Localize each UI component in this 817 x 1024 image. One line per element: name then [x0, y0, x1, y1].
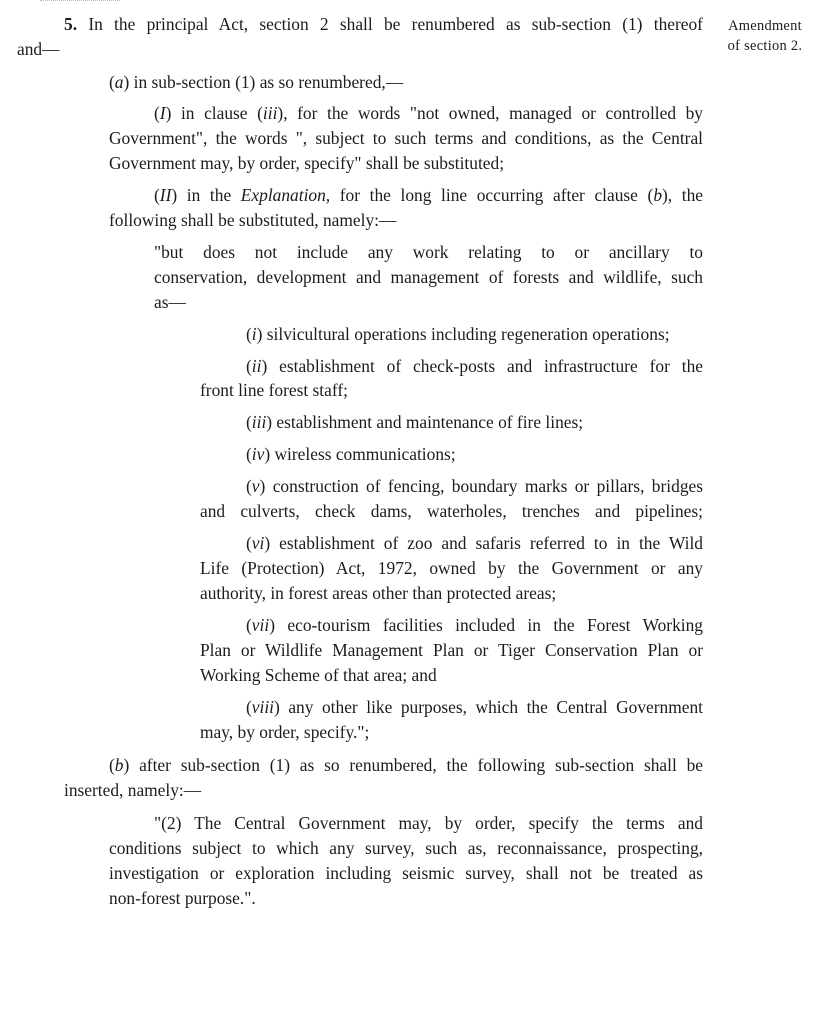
subitem-viii-line2: may, by order, specify.";	[200, 722, 370, 742]
inserted-line1: "(2) The Central Government may, by order, specify the terms and	[154, 813, 703, 833]
item-I-line2: Government", the words ", subject to such terms and conditions, as the Central	[109, 128, 703, 148]
subitem-iii: (iii) establishment and maintenance of fire lines;	[246, 412, 584, 432]
quote-line2: conservation, development and management of forests and wildlife, such	[154, 267, 703, 287]
subitem-i: (i) silvicultural operations including regeneration operations;	[246, 324, 670, 344]
inserted-line4: non-forest purpose.".	[109, 888, 256, 908]
quote-line3: as—	[154, 292, 186, 312]
section-intro-line1: 5. In the principal Act, section 2 shall be renumbered as sub-section (1) thereof	[64, 14, 703, 34]
subitem-vi-line2: Life (Protection) Act, 1972, owned by the Government or any	[200, 558, 703, 578]
inserted-line2: conditions subject to which any survey, such as, reconnaissance, prospecting,	[109, 838, 703, 858]
item-I-line1: (I) in clause (iii), for the words "not owned, managed or controlled by	[154, 103, 703, 123]
subitem-vii-line1: (vii) eco-tourism facilities included in the Forest Working	[246, 615, 703, 635]
subitem-viii-line1: (viii) any other like purposes, which the Central Government	[246, 697, 703, 717]
clause-a-heading: (a) in sub-section (1) as so renumbered,—	[109, 72, 404, 92]
clause-b-line1: (b) after sub-section (1) as so renumbered, the following sub-section shall be	[109, 755, 703, 775]
subitem-ii-line1: (ii) establishment of check-posts and infrastructure for the	[246, 356, 703, 376]
section-number: 5.	[64, 14, 78, 34]
subitem-v-line2: and culverts, check dams, waterholes, trenches and pipelines;	[200, 501, 703, 521]
section-intro-line2: and—	[17, 39, 60, 59]
subitem-vii-line3: Working Scheme of that area; and	[200, 665, 437, 685]
subitem-ii-line2: front line forest staff;	[200, 380, 348, 400]
margin-note	[719, 16, 811, 56]
item-I-line3: Government may, by order, specify" shall be substituted;	[109, 153, 505, 173]
subitem-vii-line2: Plan or Wildlife Management Plan or Tiger Conservation Plan or	[200, 640, 703, 660]
quote-line1: "but does not include any work relating to or ancillary to	[154, 242, 703, 262]
item-II-line2: following shall be substituted, namely:—	[109, 210, 397, 230]
subitem-v-line1: (v) construction of fencing, boundary marks or pillars, bridges	[246, 476, 703, 496]
margin-note-line1: Amendment	[728, 18, 802, 34]
subitem-vi-line1: (vi) establishment of zoo and safaris referred to in the Wild	[246, 533, 703, 553]
clause-b-line2: inserted, namely:—	[64, 780, 202, 800]
subitem-vi-line3: authority, in forest areas other than protected areas;	[200, 583, 557, 603]
page-top-rule	[40, 0, 120, 4]
margin-note-line2: of section 2.	[727, 38, 803, 54]
inserted-line3: investigation or exploration including seismic survey, shall not be treated as	[109, 863, 703, 883]
subitem-iv: (iv) wireless communications;	[246, 444, 456, 464]
item-II-line1: (II) in the Explanation, for the long line occurring after clause (b), the	[154, 185, 704, 205]
